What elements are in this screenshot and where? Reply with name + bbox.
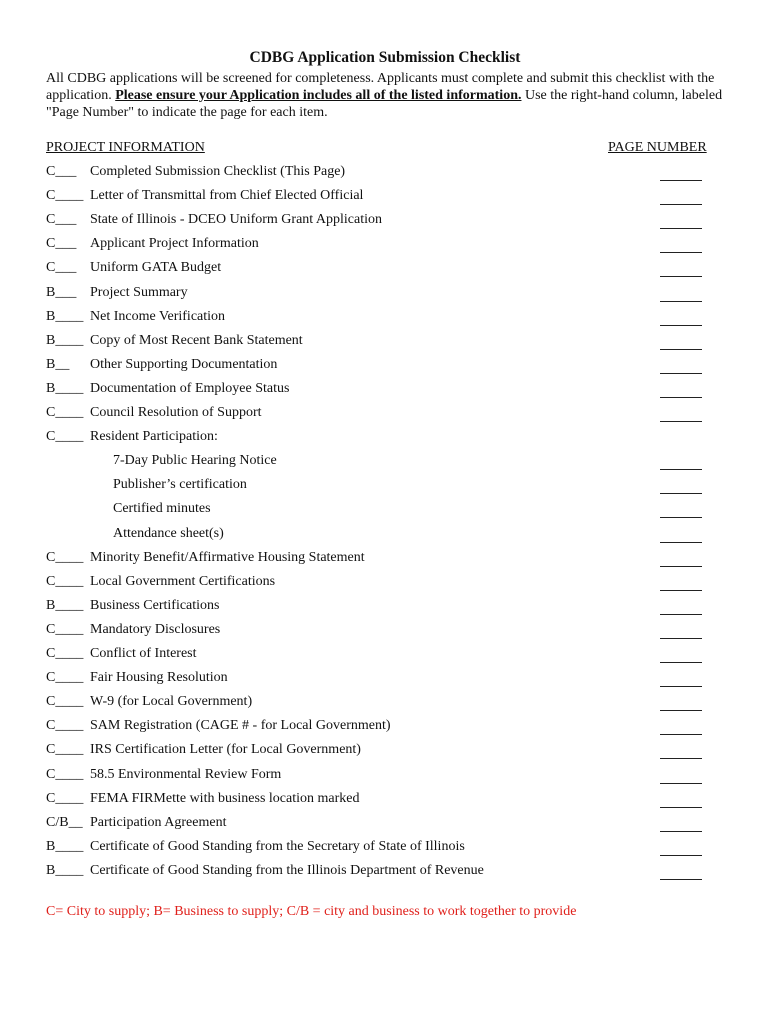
legend-note: C= City to supply; B= Business to supply; C/B = city and business to work together to provide	[46, 904, 577, 919]
page-number-blank[interactable]	[660, 325, 702, 326]
checklist-row	[0, 863, 770, 883]
checklist-row	[0, 285, 770, 305]
item-code: B____	[46, 309, 84, 324]
item-code: B__	[46, 357, 70, 372]
item-label: Fair Housing Resolution	[90, 670, 228, 685]
checklist-row	[0, 405, 770, 425]
item-code: C____	[46, 622, 84, 637]
item-label: Business Certifications	[90, 598, 220, 613]
page-number-blank[interactable]	[660, 807, 702, 808]
item-label: Certified minutes	[113, 501, 211, 516]
item-code: C____	[46, 791, 84, 806]
item-code: C____	[46, 646, 84, 661]
checklist-row	[0, 236, 770, 256]
item-label: 7-Day Public Hearing Notice	[113, 453, 277, 468]
page-number-blank[interactable]	[660, 566, 702, 567]
page-number-blank[interactable]	[660, 252, 702, 253]
checklist-row	[0, 694, 770, 714]
intro-text-1: All CDBG applications will be screened for completeness. Applicants must complete and submit this checklist with the application.	[46, 71, 715, 103]
checklist-row	[0, 381, 770, 401]
page-number-blank[interactable]	[660, 879, 702, 880]
checklist-row	[0, 477, 770, 497]
checklist-row	[0, 815, 770, 835]
checklist-row	[0, 164, 770, 184]
page-title: CDBG Application Submission Checklist	[249, 49, 521, 66]
page-number-blank[interactable]	[660, 758, 702, 759]
page-number-blank[interactable]	[660, 638, 702, 639]
page-number-blank[interactable]	[660, 469, 702, 470]
item-label: Applicant Project Information	[90, 236, 259, 251]
checklist-row	[0, 526, 770, 546]
item-label: Resident Participation:	[90, 429, 218, 444]
checklist-row	[0, 574, 770, 594]
page-number-blank[interactable]	[660, 180, 702, 181]
checklist-row	[0, 742, 770, 762]
checklist-row	[0, 453, 770, 473]
item-code: C____	[46, 574, 84, 589]
item-label: Publisher’s certification	[113, 477, 247, 492]
item-label: Certificate of Good Standing from the Illinois Department of Revenue	[90, 863, 484, 878]
item-label: Local Government Certifications	[90, 574, 276, 589]
page-number-blank[interactable]	[660, 734, 702, 735]
item-label: Project Summary	[90, 285, 188, 300]
page-number-blank[interactable]	[660, 662, 702, 663]
page-number-blank[interactable]	[660, 493, 702, 494]
page-number-blank[interactable]	[660, 614, 702, 615]
item-label: SAM Registration (CAGE # - for Local Government)	[90, 718, 391, 733]
page-number-blank[interactable]	[660, 228, 702, 229]
item-code: C___	[46, 164, 77, 179]
checklist-row	[0, 718, 770, 738]
checklist-row	[0, 670, 770, 690]
checklist-row	[0, 622, 770, 642]
item-code: B____	[46, 863, 84, 878]
item-code: C___	[46, 260, 77, 275]
section-header: PROJECT INFORMATION	[46, 140, 205, 155]
item-code: C____	[46, 694, 84, 709]
checklist-row	[0, 357, 770, 377]
item-code: C____	[46, 429, 84, 444]
page-number-blank[interactable]	[660, 855, 702, 856]
item-label: Certificate of Good Standing from the Secretary of State of Illinois	[90, 839, 465, 854]
page-number-blank[interactable]	[660, 783, 702, 784]
item-code: C____	[46, 670, 84, 685]
item-label: Other Supporting Documentation	[90, 357, 278, 372]
page-number-blank[interactable]	[660, 542, 702, 543]
page-number-blank[interactable]	[660, 204, 702, 205]
item-code: C/B__	[46, 815, 83, 830]
item-code: C____	[46, 718, 84, 733]
item-label: Completed Submission Checklist (This Page)	[90, 164, 346, 179]
checklist-row	[0, 501, 770, 521]
item-label: Minority Benefit/Affirmative Housing Statement	[90, 550, 365, 565]
intro-paragraph	[46, 70, 736, 121]
item-label: Letter of Transmittal from Chief Elected Official	[90, 188, 364, 203]
item-label: W-9 (for Local Government)	[90, 694, 253, 709]
page-number-blank[interactable]	[660, 397, 702, 398]
checklist-row	[0, 839, 770, 859]
page-number-blank[interactable]	[660, 349, 702, 350]
page-number-blank[interactable]	[660, 276, 702, 277]
page-number-blank[interactable]	[660, 373, 702, 374]
intro-text-2: Use the right-hand column, labeled "Page Number" to indicate the page for each item.	[46, 88, 723, 120]
checklist-row	[0, 260, 770, 280]
checklist-row	[0, 309, 770, 329]
page-number-blank[interactable]	[660, 590, 702, 591]
page-number-blank[interactable]	[660, 301, 702, 302]
checklist-row	[0, 791, 770, 811]
item-label: FEMA FIRMette with business location marked	[90, 791, 360, 806]
item-label: Net Income Verification	[90, 309, 226, 324]
item-label: 58.5 Environmental Review Form	[90, 767, 282, 782]
item-label: Attendance sheet(s)	[113, 526, 224, 541]
item-label: State of Illinois - DCEO Uniform Grant Application	[90, 212, 383, 227]
page-number-header: PAGE NUMBER	[608, 140, 707, 155]
checklist-row	[0, 333, 770, 353]
checklist-row	[0, 212, 770, 232]
checklist-row	[0, 550, 770, 570]
checklist-row	[0, 646, 770, 666]
page-number-blank[interactable]	[660, 831, 702, 832]
item-label: Mandatory Disclosures	[90, 622, 221, 637]
item-label: Council Resolution of Support	[90, 405, 262, 420]
item-code: B____	[46, 381, 84, 396]
item-label: Uniform GATA Budget	[90, 260, 222, 275]
item-label: Documentation of Employee Status	[90, 381, 290, 396]
page-number-blank[interactable]	[660, 710, 702, 711]
item-code: C____	[46, 188, 84, 203]
item-code: C____	[46, 742, 84, 757]
item-code: C____	[46, 767, 84, 782]
checklist-row	[0, 598, 770, 618]
item-code: C____	[46, 550, 84, 565]
checklist-row	[0, 767, 770, 787]
item-code: B____	[46, 598, 84, 613]
item-label: Conflict of Interest	[90, 646, 197, 661]
item-code: B____	[46, 333, 84, 348]
intro-emphasis: Please ensure your Application includes all of the listed information.	[115, 88, 522, 103]
item-code: B___	[46, 285, 77, 300]
item-label: IRS Certification Letter (for Local Government)	[90, 742, 361, 757]
checklist-row	[0, 188, 770, 208]
page-number-blank[interactable]	[660, 686, 702, 687]
item-code: C___	[46, 212, 77, 227]
item-code: B____	[46, 839, 84, 854]
item-label: Participation Agreement	[90, 815, 227, 830]
item-code: C____	[46, 405, 84, 420]
page-number-blank[interactable]	[660, 421, 702, 422]
item-code: C___	[46, 236, 77, 251]
checklist-row	[0, 429, 770, 449]
item-label: Copy of Most Recent Bank Statement	[90, 333, 303, 348]
page-number-blank[interactable]	[660, 517, 702, 518]
